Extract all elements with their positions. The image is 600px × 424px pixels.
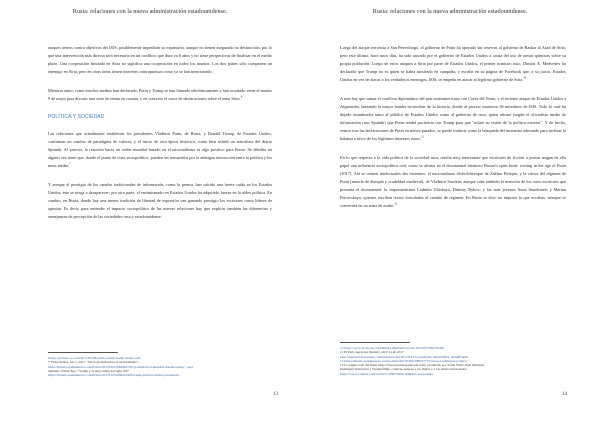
running-head-right: Rusia: relaciones con la nueva administración estadounidense. — [372, 8, 528, 15]
page-number: 14 — [562, 392, 567, 397]
footnote: Intelligent Television y Wonderfilms, contiene enlaces a los títulos y a los temas relacionados — [340, 367, 467, 372]
footnote-rule — [48, 352, 118, 353]
footnote: 7 Vicky Peláez, feb 1, 2017, "De la globalización al nacionalismo", — [48, 360, 140, 365]
left-page-body — [48, 44, 272, 232]
footnote[interactable]: 6 http://politico.co.com/2017/05/28/politics/putin-trump-phone-call/ — [48, 356, 141, 360]
footnote-rule — [340, 342, 410, 343]
footnote: también: Walter Ego, "Trump y el largo adiós del siglo XX" — [48, 368, 130, 373]
footnote-ref[interactable]: 7 — [69, 161, 71, 166]
section-heading: POLÍTICA Y SOCIEDAD — [48, 114, 105, 120]
paragraph — [48, 87, 272, 103]
running-head-left: Rusia: relaciones con la nueva administración estadounidense. — [72, 8, 228, 15]
paragraph: ataques aéreos contra objetivos del ISIS, posiblemente impedirán su expansión, aunque no tienen asegurado su destrucción, por lo que una intervención más directa será necesaria en un conflicto que dura ya 6 años y no tiene perspectivas de finalizar en el medio plazo. Una cooperación limitada en Siria no significa una cooperación en todos los asuntos. Los dos países sólo comparten un enemigo en Siria, pero en otras áreas tienen intereses contrapuestos como ya se han mencionado. — [48, 45, 272, 74]
paragraph: Y aunque el prestigio de los canales tradicionales de información, como la prensa, han sufrido una fuerte caída en los Estados Unidos, éste se niega a desaparecer; por otra parte, el ensimismado en Estados Unidos ha adquirido fuerza en la aldea política. En cambio, en Rusia, donde hay una menor tradición de libertad de expresión van ganando prestigio los escritores como líderes de opinión. Es decir, para entender el impacto sociopolítico de las nuevas relaciones hay que explicar también las diferencias y semejanzas de percepción de las sociedades rusa y estadounidense. — [48, 182, 272, 219]
footnote[interactable]: http://internacional.elpais.com/internacional/2017/04/13/actualidad/1492109094_506488.html — [340, 354, 468, 359]
footnote-ref[interactable]: 12 — [394, 201, 398, 206]
page-number: 13 — [273, 392, 278, 397]
footnote[interactable]: 10 https://www.facebook.com/Dmitry.Medvedev/posts/10154577206576481 — [340, 346, 445, 350]
paragraph — [340, 95, 566, 143]
footnote-ref[interactable]: 10 — [523, 75, 527, 80]
paragraph-text: En lo que respecta a la vida política de la sociedad rusa, resulta muy interesante que escritores de ficción o poetas tengan en ella papel una influencia sociopolítica real, como se afirma en el documental británico Russia's open book: writing in the age of Putin (2017). Ahí se reúnen intelectuales des extremos: el nacionalismo filobolchevique de Zakhar Prilepin, y la crítica del régimen de Putin (mezcla de distopía y crudeldad medieval), de Vladimir Sorokin; aunque cabe también la mención de los otros escritores que presenta el documental: la importantísima Ludmila Ulitskaya, Dimitry Bykov; y las más jóvenes Anna Starobinets y Marina Petrovskaya, quienes escriben textos vinculados al cambio de régimen. En Rusia se dice: no importa lo que escribas, siempre se convertirá en un arma de asalto. — [340, 155, 566, 208]
footnote: 11 El País, Agencias (Kabul), abril 14 de 2017 — [340, 350, 404, 355]
footnote[interactable]: 12 https://mundo.sputniknews.com/politica/201704041068197773-rusos-washington-politica/ — [340, 358, 468, 363]
footnote[interactable]: https://www.youtube.com/watch?v=0fR53N0U1M&list=autoesdelia — [340, 371, 433, 376]
footnotes — [48, 356, 274, 377]
footnote[interactable]: https://mundo.sputniknews.com/firmas/201701231066453400-trump-politica-triunfo-presidente/ — [48, 373, 180, 378]
paragraph — [340, 44, 566, 84]
right-page-body — [340, 44, 566, 221]
footnote[interactable]: https://mundo.sputniknews.com/firmas/201702011064922783-globalizacion-mundial-donald-trump/ ; para — [48, 364, 193, 369]
paragraph — [48, 130, 272, 170]
right-page — [300, 0, 600, 424]
footnote-ref[interactable]: 6 — [240, 94, 243, 99]
footnote-ref[interactable]: 11 — [420, 134, 424, 139]
paragraph-text: Las relaciones que actualmente establecen los presidentes Vladimir Putin, de Rusia, y Donald Trump, de Estados Unidos, confirman un cambio de paradigma de valores, y el inicio de otra época histórica, como bien señaló un articulista del diario Sputnik. Al parecer, la reacción hacia un orden mundial basado en el nacionalismo es algo positivo para Rusia. Se debilita un alguno veo tiene que, donde el punto de vista sociopolítico, pueden ser mesurados por la ambigua interacción entre la política y los mass media. — [48, 131, 272, 168]
paragraph-text: Luego del ataque terrorista a San Petersburgo, el gobierno de Putin ha apoyado sin reservas al gobierno de Bashar al Asad de Siria, pero este último, hace unos días, ha sido atacado por el gobierno de Estados Unidos a causa del uso de armas químicas sobre su propia población. Luego de estos ataques a Siria por parte de Estados Unidos, el primer ministro ruso, Dimitri A. Medvedev ha declarado que Trump no es quien se había mostrado en campaña, y escribe en su página de Facebook que, a su juicio, Estados Unidos en vez de atacar a los verdaderos enemigos, ISIS, se empeña en atacar al legítimo gobierno de Siria. — [340, 45, 566, 82]
paragraph-text: A esto hay que sumar el conflicto diplomático del país norteamericano con Corea del Norte, y el reciente ataque de Estados Unidos a Afganistán, lanzando la mayor bomba no-nuclear de la historia, donde al parecer murieron 36 miembros de ISIS. Todo lo cual ha dejado asombrados tanto al público de Estados Unidos como al gobierno de ruso, quien afirmó (según el oficialista medio de información ruso Sputnik) que Putin tendrá paciencia con Trump para que "aclare su visión de la política exterior". Y de hecho, vemos tras las declaraciones de Putin en meses pasados, se puede traducir como la búsqueda del momento adecuado para inclinar la balanza a favor de los legítimos intereses rusos. — [340, 96, 566, 141]
paragraph — [340, 154, 566, 210]
footnote: 13 La página web del filme https://www.russiasopenbook.com/, producido por Sarah Walls, Paul Mitchell, — [340, 363, 485, 368]
footnotes — [340, 346, 568, 376]
paragraph-text: Mientras tanto, como muchos medios han declarado, Putin y Trump se han llamado telefónicamente y han acordado verse el martes 9 de mayo para discutir una serie de temas en común, y en concreto el cruce de declaraciones sobre el tema Sirio. — [48, 88, 272, 101]
